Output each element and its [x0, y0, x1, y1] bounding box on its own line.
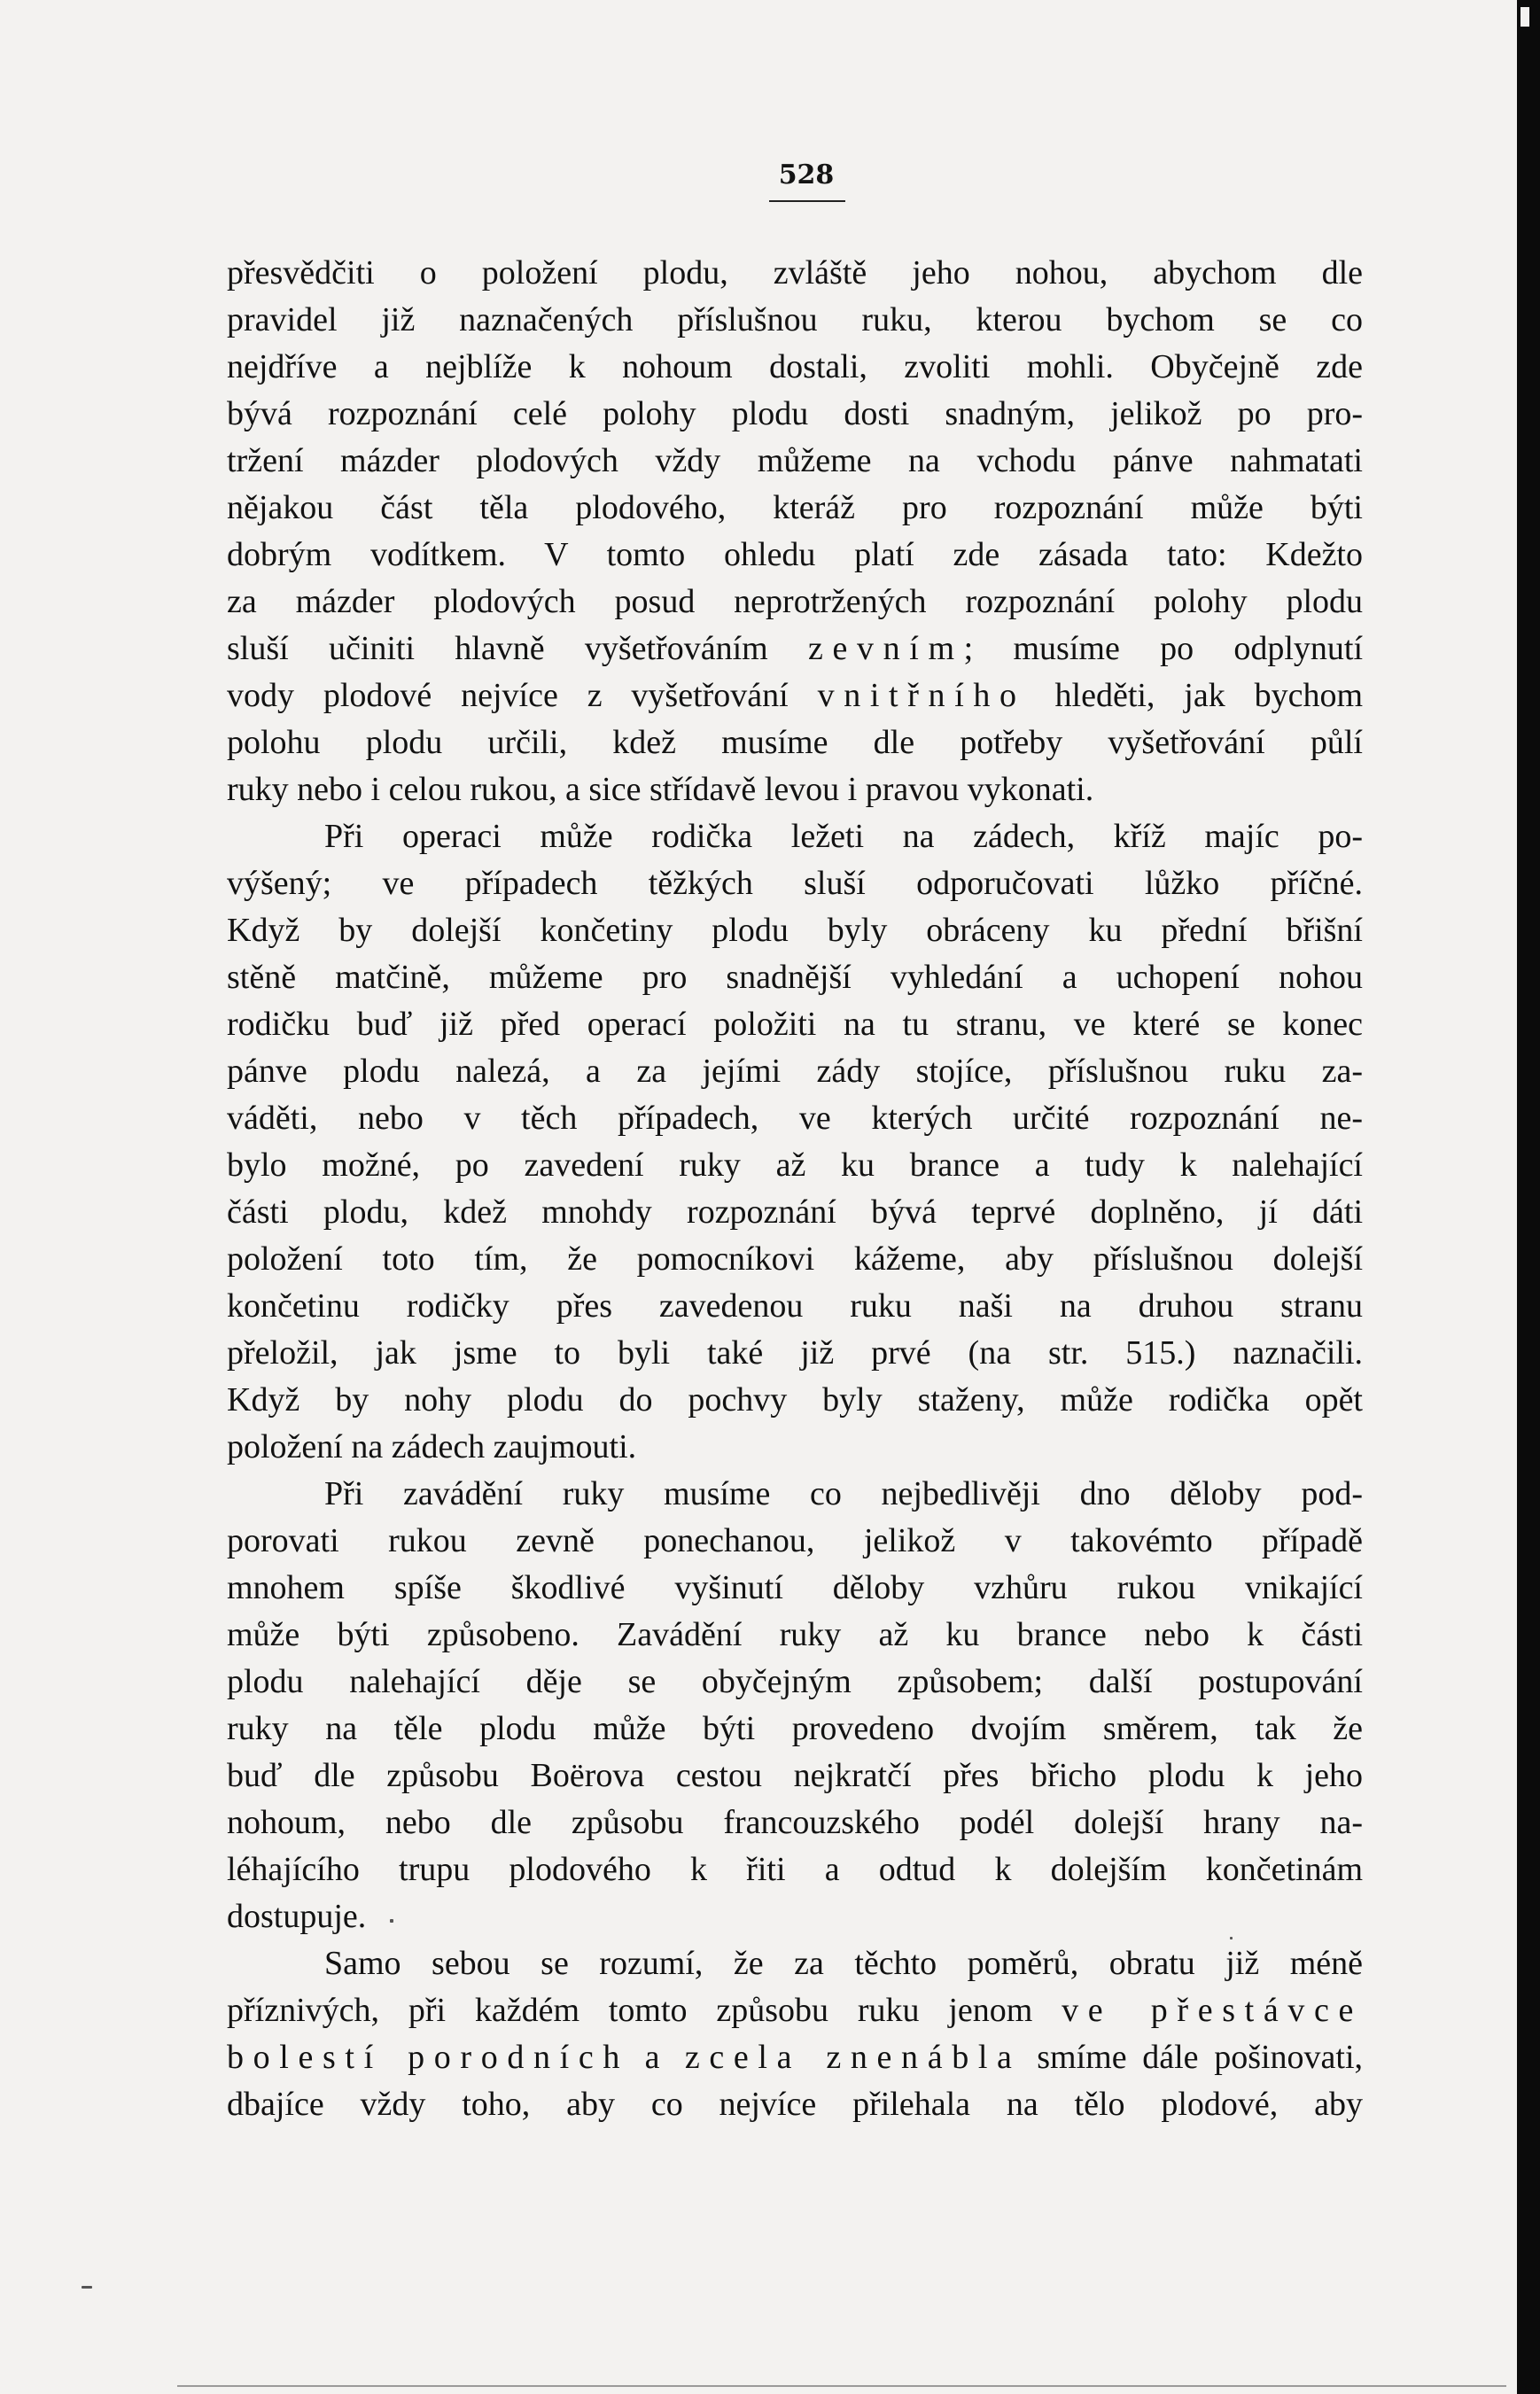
text-line: položení toto tím, že pomocníkovi kážeme, aby příslušnou dolejší: [227, 1240, 1363, 1278]
page-number-underline: [769, 200, 845, 202]
text-line: přeložil, jak jsme to byli také již prvé (na str. 515.) naznačili.: [227, 1334, 1363, 1372]
emphasized-text: ve přestávce: [1062, 1992, 1364, 2029]
text-segment: ; musíme po odplynutí: [963, 630, 1363, 667]
text-line: dostupuje.: [227, 1898, 367, 1935]
text-line: ruky nebo i celou rukou, a sice střídavě levou i pravou vykonati.: [227, 771, 1094, 808]
text-line: může býti způsobeno. Zavádění ruky až ku brance nebo k části: [227, 1616, 1363, 1653]
text-line: bylo možné, po zavedení ruky až ku brance a tudy k nalehající: [227, 1146, 1363, 1184]
text-line: Při operaci může rodička ležeti na zádech, kříž majíc po-: [324, 818, 1363, 855]
text-segment: smíme dále pošinovati,: [1037, 2039, 1364, 2076]
text-line: buď dle způsobu Boërova cestou nejkratčí přes břicho plodu k jeho: [227, 1757, 1363, 1794]
text-segment: příznivých, při každém tomto způsobu ruku jenom: [227, 1992, 1033, 2029]
text-line: Při zavádění ruky musíme co nejbedlivěji dno děloby pod-: [324, 1475, 1363, 1512]
emphasized-text: a: [644, 2039, 670, 2076]
text-line: dobrým vodítkem. V tomto ohledu platí zde zásada tato: Kdežto: [227, 536, 1363, 573]
text-line: polohu plodu určili, kdež musíme dle potřeby vyšetřování půlí: [227, 724, 1363, 761]
text-line: dbajíce vždy toho, aby co nejvíce přilehala na tělo plodové, aby: [227, 2086, 1363, 2123]
text-line: části plodu, kdež mnohdy rozpoznání bývá teprvé doplněno, jí dáti: [227, 1193, 1363, 1231]
text-line: Když by nohy plodu do pochvy byly staženy, může rodička opět: [227, 1381, 1363, 1419]
text-line: ruky na těle plodu může býti provedeno dvojím směrem, tak že: [227, 1710, 1363, 1747]
emphasized-text: bolestí porodních: [227, 2039, 629, 2076]
text-line: [227, 1987, 1363, 2034]
text-line: výšený; ve případech těžkých sluší odporučovati lůžko příčné.: [227, 865, 1363, 902]
text-line: Když by dolejší končetiny plodu byly obráceny ku přední břišní: [227, 912, 1363, 949]
text-line: Samo sebou se rozumí, že za těchto poměrů, obratu již méně: [324, 1945, 1363, 1982]
text-line: končetinu rodičky přes zavedenou ruku naši na druhou stranu: [227, 1287, 1363, 1325]
text-line: nějakou část těla plodového, kteráž pro rozpoznání může býti: [227, 489, 1363, 526]
text-line: pravidel již naznačených příslušnou ruku, kterou bychom se co: [227, 301, 1363, 338]
text-segment: sluší učiniti hlavně vyšetřováním: [227, 630, 768, 667]
text-line: nohoum, nebo dle způsobu francouzského podél dolejší hrany na-: [227, 1804, 1363, 1841]
text-line: mnohem spíše škodlivé vyšinutí děloby vzhůru rukou vnikající: [227, 1569, 1363, 1606]
text-line: plodu nalehající děje se obyčejným způsobem; další postupování: [227, 1663, 1363, 1700]
text-line: [227, 2034, 1363, 2081]
text-line: za mázder plodových posud neprotržených rozpoznání polohy plodu: [227, 583, 1363, 620]
text-line: tržení mázder plodových vždy můžeme na vchodu pánve nahmatati: [227, 442, 1363, 479]
text-line: stěně matčině, můžeme pro snadnější vyhledání a uchopení nohou: [227, 959, 1363, 996]
text-line: položení na zádech zaujmouti.: [227, 1428, 637, 1465]
text-line: [227, 626, 1363, 672]
text-line: přesvědčiti o položení plodu, zvláště jeho nohou, abychom dle: [227, 254, 1363, 291]
text-line: porovati rukou zevně ponechanou, jelikož v takovémto případě: [227, 1522, 1363, 1559]
body-text: [227, 250, 1363, 2128]
text-line: bývá rozpoznání celé polohy plodu dosti snadným, jelikož po pro-: [227, 395, 1363, 432]
text-segment: vody plodové nejvíce z vyšetřování: [227, 677, 789, 714]
scan-speck: [1230, 1937, 1233, 1939]
text-line: rodičku buď již před operací položiti na tu stranu, ve které se konec: [227, 1006, 1363, 1043]
emphasized-text: zcela znenábla: [684, 2039, 1022, 2076]
text-line: nejdříve a nejblíže k nohoum dostali, zvoliti mohli. Obyčejně zde: [227, 348, 1363, 385]
scan-speck: [390, 1919, 393, 1923]
scan-edge-mark: [1521, 7, 1529, 27]
scan-bottom-edge: [177, 2385, 1506, 2387]
text-line: váděti, nebo v těch případech, ve kterých určité rozpoznání ne-: [227, 1100, 1363, 1137]
page-number: 528: [778, 159, 835, 190]
text-line: léhajícího trupu plodového k řiti a odtud k dolejším končetinám: [227, 1851, 1363, 1888]
emphasized-text: vnitřního: [817, 677, 1026, 714]
emphasized-text: zevním: [807, 630, 964, 667]
text-segment: hleděti, jak bychom: [1054, 677, 1363, 714]
scan-speck: [82, 2286, 92, 2289]
scan-right-border: [1517, 0, 1540, 2394]
text-line: [227, 672, 1363, 719]
text-line: pánve plodu nalezá, a za jejími zády stojíce, příslušnou ruku za-: [227, 1053, 1363, 1090]
